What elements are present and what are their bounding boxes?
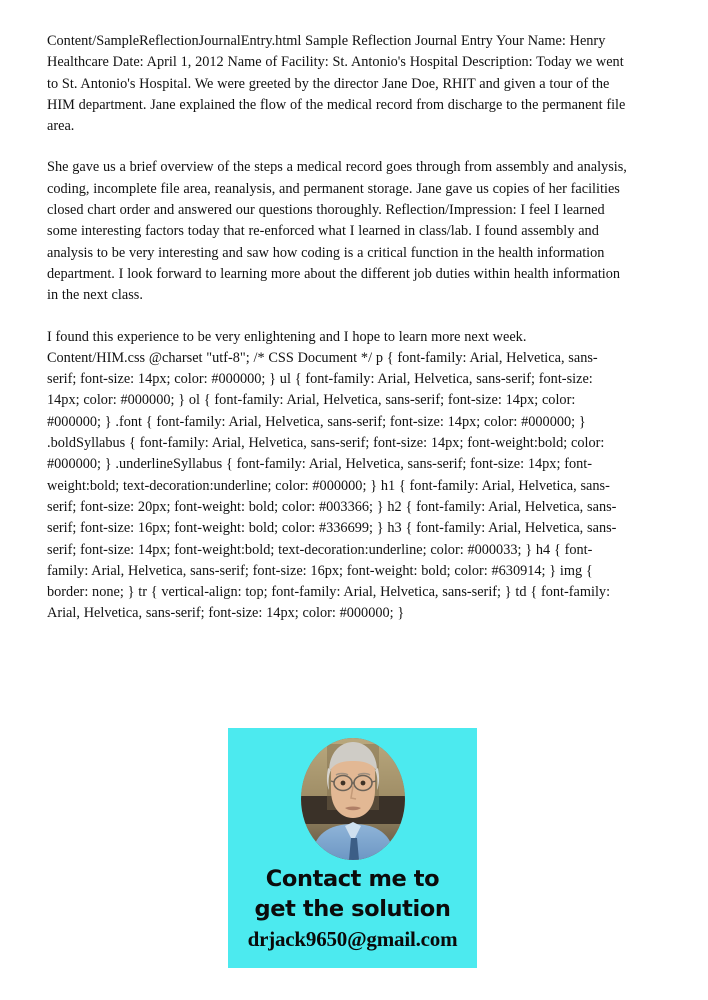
contact-card-heading	[228, 864, 477, 924]
contact-email[interactable]: drjack9650@gmail.com	[247, 927, 458, 951]
paragraph-journal-entry: Content/SampleReflectionJournalEntry.html Sample Reflection Journal Entry Your Name: Henry Healthcare Date: April 1, 2012 Name of Facility: St. Antonio's Hospital Description: Today we went to St. Antonio's Hospital. We were greeted by the director Jane Doe, RHIT and given a tour of the HIM department. Jane explained the flow of the medical record from discharge to the permanent file area.	[47, 33, 626, 135]
contact-heading-line-2: get the solution	[254, 896, 451, 922]
paragraph-reflection: She gave us a brief overview of the steps a medical record goes through from assembly and analysis, coding, incomplete file area, reanalysis, and permanent storage. Jane gave us copies of her facilities closed chart order and answered our questions thoroughly. Reflection/Impression: I feel I learned some interesting factors today that re-enforced what I learned in class/lab. I found assembly and analysis to be very interesting and saw how coding is a critical function in the health information department. I look forward to learning more about the different job duties within health information in the next class.	[47, 159, 627, 304]
contact-heading-line-1: Contact me to	[265, 866, 440, 892]
document-text-body	[47, 31, 627, 625]
avatar-portrait-icon	[301, 738, 405, 860]
avatar	[301, 738, 405, 860]
contact-card	[228, 728, 477, 968]
paragraph-css-listing: I found this experience to be very enlightening and I hope to learn more next week. Content/HIM.css @charset "utf-8"; /* CSS Document */ p { font-family: Arial, Helvetica, sans-serif; font-size: 14px; color: #000000; } ul { font-family: Arial, Helvetica, sans-serif; font-size: 14px; color: #000000; } ol { font-family: Arial, Helvetica, sans-serif; font-size: 14px; color: #000000; } .font { font-family: Arial, Helvetica, sans-serif; font-size: 14px; color: #000000; } .boldSyllabus { font-family: Arial, Helvetica, sans-serif; font-size: 14px; font-weight:bold; color: #000000; } .underlineSyllabus { font-family: Arial, Helvetica, sans-serif; font-size: 14px; font-weight:bold; text-decoration:underline; color: #000000; } h1 { font-family: Arial, Helvetica, sans-serif; font-size: 20px; font-weight: bold; color: #003366; } h2 { font-family: Arial, Helvetica, sans-serif; font-size: 16px; font-weight: bold; color: #336699; } h3 { font-family: Arial, Helvetica, sans-serif; font-size: 14px; font-weight:bold; text-decoration:underline; color: #000033; } h4 { font-family: Arial, Helvetica, sans-serif; font-size: 16px; font-weight: bold; color: #630914; } img { border: none; } tr { vertical-align: top; font-family: Arial, Helvetica, sans-serif; } td { font-family: Arial, Helvetica, sans-serif; font-size: 14px; color: #000000; }	[47, 328, 617, 622]
